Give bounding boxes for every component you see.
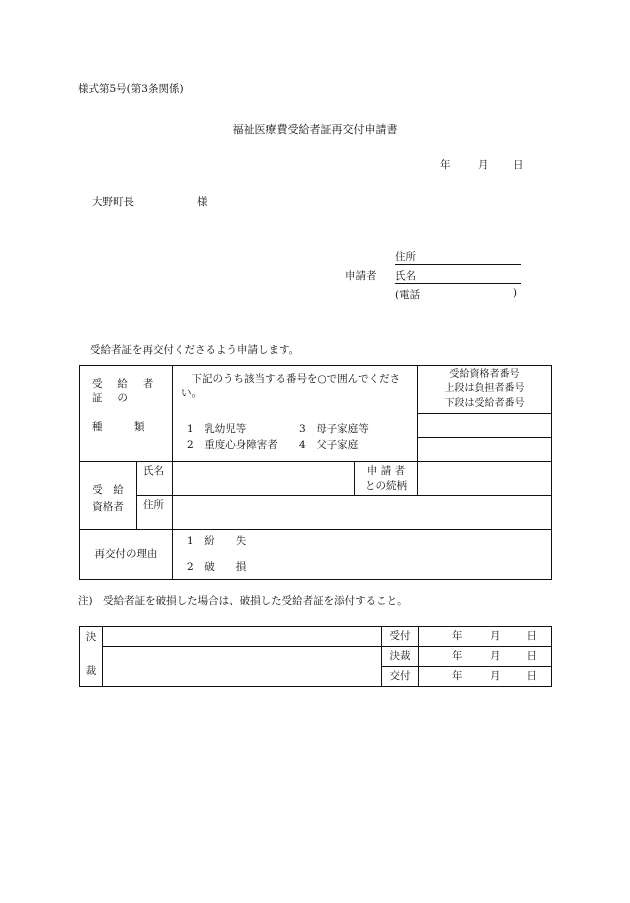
request-text: 受給者証を再交付くださるよう申請します。: [90, 344, 300, 356]
relation-label-line1: 申 請 者: [366, 465, 406, 478]
received-month: 月: [469, 627, 507, 647]
reason-damaged[interactable]: 2 破 損: [187, 561, 247, 574]
reason-label: 再交付の理由: [80, 530, 173, 580]
number-header: [418, 366, 552, 414]
decision-table: [79, 626, 552, 687]
option-4[interactable]: 4 父子家庭: [299, 438, 359, 451]
decision-label-line2: 裁: [85, 664, 97, 677]
applicant-label: 申請者: [345, 270, 377, 282]
recipient-address-label: 住所: [137, 496, 173, 530]
reason-options: [173, 530, 552, 580]
type-label-bottom: 種 類: [80, 414, 173, 462]
received-day: 日: [507, 627, 552, 647]
main-table: [79, 365, 552, 580]
addressee-honorific: 様: [197, 196, 208, 208]
applicant-phone: [395, 287, 521, 302]
recipient-name-label: 氏名: [137, 462, 173, 496]
issued-label: 交付: [382, 667, 419, 687]
approved-month: 月: [469, 647, 507, 667]
recipient-label: [80, 462, 137, 530]
decision-top-cell[interactable]: [103, 627, 382, 647]
date-year: 年: [440, 159, 451, 171]
number-header-line2: 上段は負担者番号: [444, 383, 525, 395]
page-title: 福祉医療費受給者証再交付申請書: [232, 123, 398, 136]
option-2[interactable]: 2 重度心身障害者: [187, 438, 278, 451]
recipient-label-line2: 資格者: [92, 500, 124, 513]
applicant-name-label: 氏名: [395, 268, 521, 284]
option-3[interactable]: 3 母子家庭等: [299, 422, 369, 435]
approved-day: 日: [507, 647, 552, 667]
received-label: 受付: [382, 627, 419, 647]
number-header-line3: 下段は受給者番号: [444, 397, 525, 409]
issued-day: 日: [507, 667, 552, 687]
phone-open: (電話: [395, 289, 421, 301]
date-day: 日: [513, 159, 524, 171]
issued-month: 月: [469, 667, 507, 687]
reason-lost[interactable]: 1 紛 失: [187, 535, 247, 547]
received-year: 年: [419, 627, 469, 647]
type-instruction: 下記のうち該当する番号を○で囲んでください。: [173, 366, 418, 414]
decision-label-line1: 決: [85, 631, 97, 643]
type-options: [173, 414, 418, 462]
approved-label: 決裁: [382, 647, 419, 667]
relation-label-line2: との続柄: [365, 479, 408, 492]
type-label-top: 受 給 者 証 の: [80, 366, 173, 414]
payer-number-field[interactable]: [418, 414, 552, 438]
recipient-label-line1: 受 給: [92, 483, 124, 496]
option-1[interactable]: 1 乳幼児等: [187, 422, 247, 435]
recipient-name-field[interactable]: [173, 462, 355, 496]
relation-field[interactable]: [418, 462, 552, 496]
addressee-name: 大野町長: [92, 196, 134, 208]
recipient-address-field[interactable]: [173, 496, 552, 530]
applicant-address-label: 住所: [395, 249, 521, 265]
note: 注) 受給者証を破損した場合は、破損した受給者証を添付すること。: [78, 595, 408, 607]
approved-year: 年: [419, 647, 469, 667]
relation-label: [355, 462, 418, 496]
form-number: 様式第5号(第3条関係): [78, 83, 184, 95]
number-header-line1: 受給資格者番号: [449, 368, 520, 380]
issued-year: 年: [419, 667, 469, 687]
date-month: 月: [478, 159, 489, 171]
phone-close: ): [512, 287, 517, 299]
decision-label: [80, 627, 103, 687]
recipient-number-field[interactable]: [418, 438, 552, 462]
decision-bottom-cell[interactable]: [103, 647, 382, 687]
